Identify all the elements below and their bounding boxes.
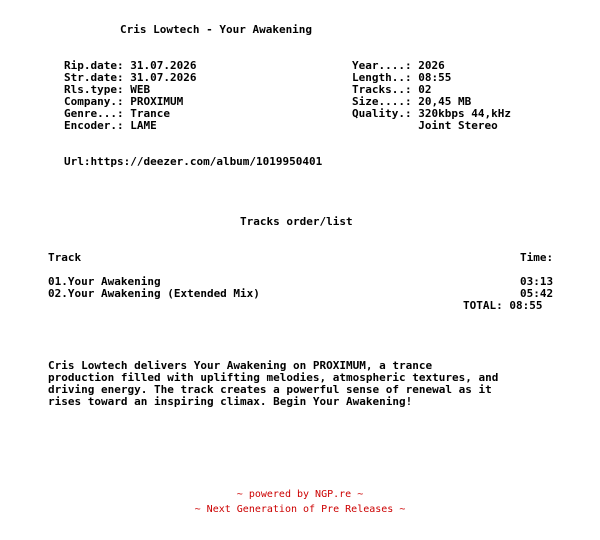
info-encoder: Encoder.: LAME [64, 119, 157, 132]
info-str-date: Str.date: 31.07.2026 [64, 71, 197, 84]
tracks-heading: Tracks order/list [240, 215, 353, 228]
description-line: Cris Lowtech delivers Your Awakening on PROXIMUM, a trance [48, 359, 433, 372]
footer-tagline: ~ Next Generation of Pre Releases ~ [194, 504, 406, 515]
album-url[interactable]: Url:https://deezer.com/album/1019950401 [64, 155, 323, 168]
info-right-block [352, 59, 511, 144]
info-tracks: Tracks..: 02 [352, 83, 432, 96]
info-rls-type: Rls.type: WEB [64, 83, 151, 96]
info-rip-date: Rip.date: 31.07.2026 [64, 59, 197, 72]
footer-powered-by[interactable]: ~ powered by NGP.re ~ [236, 489, 364, 500]
release-title: Cris Lowtech - Your Awakening [120, 23, 313, 36]
info-length: Length..: 08:55 [352, 71, 452, 84]
track-row: 01.Your Awakening [48, 275, 161, 288]
info-quality: Quality.: 320kbps 44,kHz [352, 107, 511, 120]
info-genre: Genre...: Trance [64, 107, 170, 120]
track-row: 02.Your Awakening (Extended Mix) [48, 287, 260, 300]
track-time: 03:13 [520, 275, 554, 288]
description-line: production filled with uplifting melodies, atmospheric textures, and [48, 371, 499, 384]
info-company: Company.: PROXIMUM [64, 95, 184, 108]
description [48, 359, 499, 420]
info-size: Size....: 20,45 MB [352, 95, 472, 108]
total-time: TOTAL: 08:55 [463, 299, 543, 312]
track-column-header: Track [48, 251, 82, 264]
description-line: driving energy. The track creates a powerful sense of renewal as it [48, 383, 492, 396]
description-line: rises toward an inspiring climax. Begin Your Awakening! [48, 395, 413, 408]
info-stereo: Joint Stereo [352, 119, 498, 132]
time-column-header: Time: [520, 251, 554, 264]
info-left-block [64, 59, 197, 144]
info-year: Year....: 2026 [352, 59, 445, 72]
track-time: 05:42 [520, 287, 554, 300]
